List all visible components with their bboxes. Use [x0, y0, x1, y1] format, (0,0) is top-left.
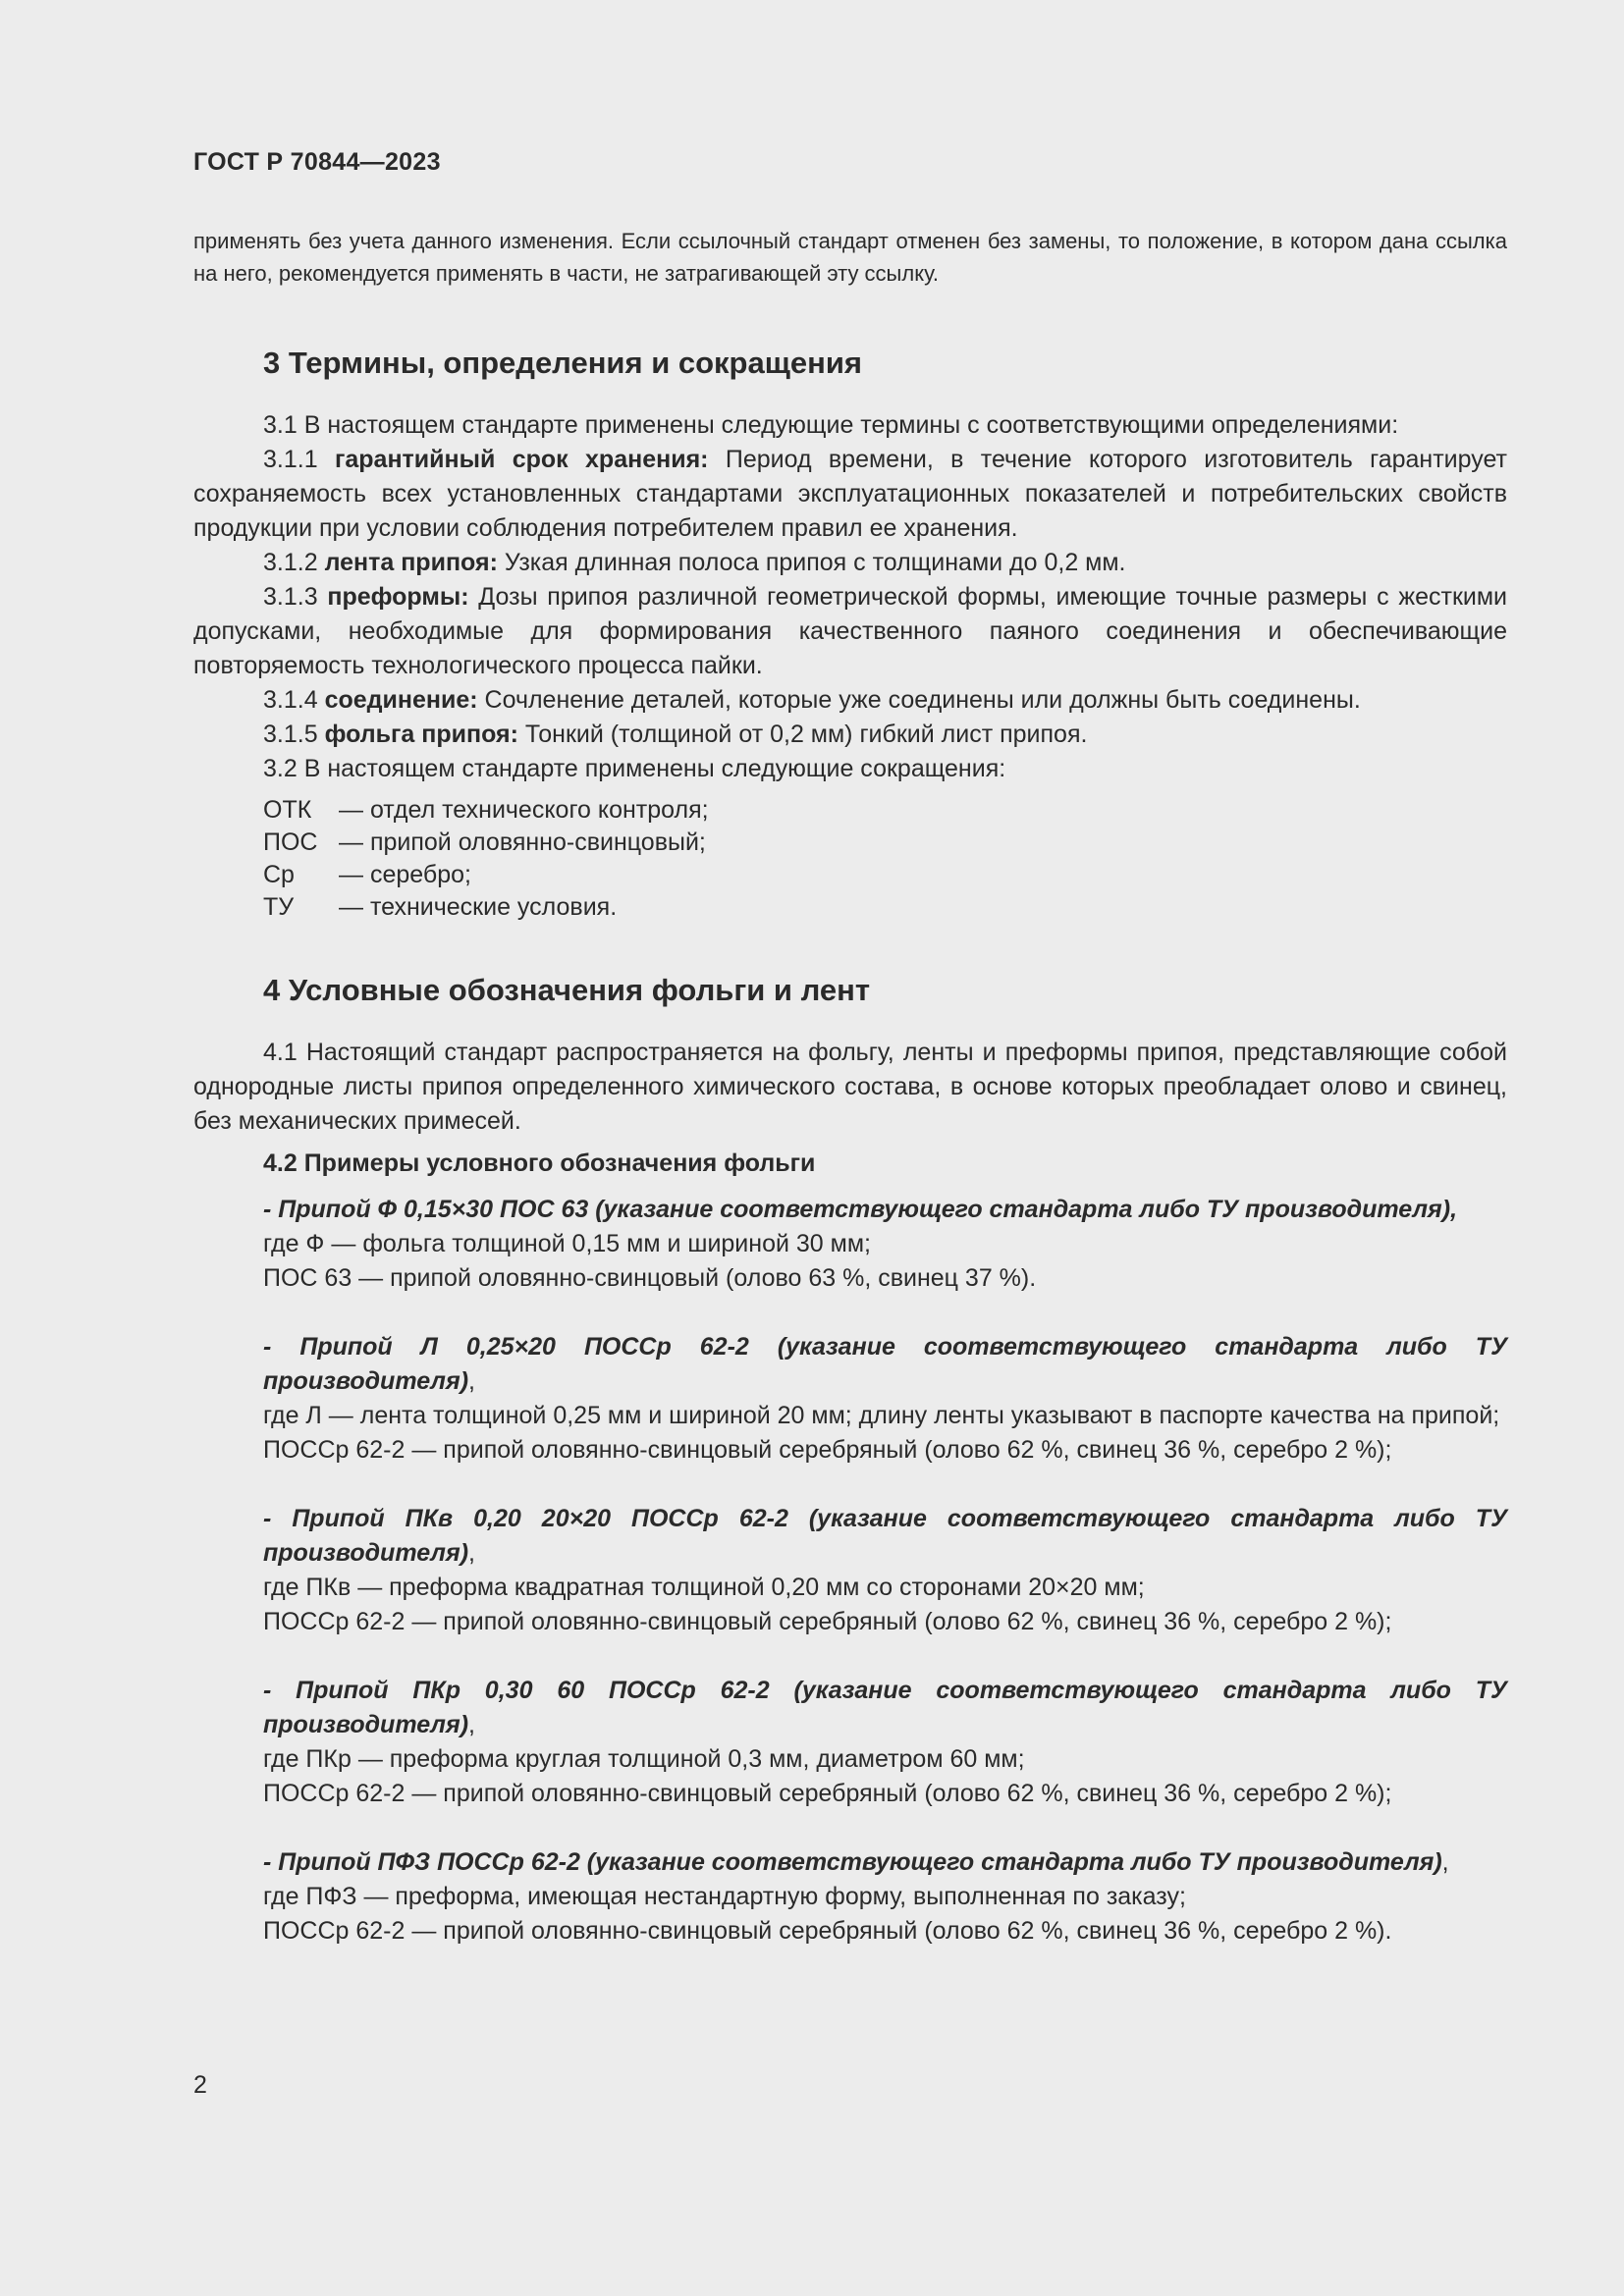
abbreviation: ОТК	[263, 796, 312, 824]
term-3-1-3	[193, 580, 1507, 683]
abbreviation-list	[263, 794, 1507, 924]
term-name: гарантийный срок хранения:	[334, 446, 709, 473]
term-definition: Дозы припоя различной геометрической формы, имеющие точные размеры с жесткими допусками, необходимые для формирования качественного паяного соединения и обеспечивающие повторяемость технологического процесса пайки.	[193, 583, 1507, 679]
abbreviation-meaning: — отдел технического контроля;	[339, 796, 709, 824]
example-title-trail: ,	[468, 1367, 475, 1395]
term-definition: Узкая длинная полоса припоя с толщинами до 0,2 мм.	[497, 549, 1126, 576]
term-3-1-5	[193, 718, 1507, 752]
term-number: 3.1.4	[263, 686, 325, 714]
abbreviation-meaning: — серебро;	[339, 861, 471, 888]
example-line: ПОССр 62-2 — припой оловянно-свинцовый серебряный (олово 62 %, свинец 36 %, серебро 2 %);	[263, 1608, 1392, 1635]
section-3-body	[193, 408, 1507, 924]
term-name: лента припоя:	[324, 549, 498, 576]
example-title	[263, 1845, 1507, 1880]
term-name: преформы:	[327, 583, 469, 611]
example-line: где ПКв — преформа квадратная толщиной 0,20 мм со сторонами 20×20 мм;	[263, 1574, 1145, 1601]
paragraph-3-1: 3.1 В настоящем стандарте применены следующие термины с соответствующими определениями:	[263, 411, 1399, 439]
example-title-text: - Припой ПФЗ ПОССр 62-2 (указание соответствующего стандарта либо ТУ производителя)	[263, 1848, 1442, 1876]
section-4-title: 4 Условные обозначения фольги и лент	[263, 973, 871, 1007]
example-title	[263, 1674, 1507, 1742]
example-title	[263, 1330, 1507, 1399]
example-line: ПОС 63 — припой оловянно-свинцовый (олово 63 %, свинец 37 %).	[263, 1264, 1037, 1292]
example-title	[263, 1502, 1507, 1571]
example-title-trail: ,	[468, 1711, 475, 1738]
example-title	[263, 1193, 1507, 1227]
intro-paragraph: применять без учета данного изменения. Если ссылочный стандарт отменен без замены, то положение, в котором дана ссылка на него, рекомендуется применять в части, не затрагивающей эту ссылку.	[193, 229, 1507, 286]
term-number: 3.1.3	[263, 583, 328, 611]
example-tape	[263, 1330, 1507, 1468]
example-line: ПОССр 62-2 — припой оловянно-свинцовый серебряный (олово 62 %, свинец 36 %, серебро 2 %);	[263, 1780, 1392, 1807]
example-title-trail: ,	[1441, 1848, 1449, 1876]
example-line: где Л — лента толщиной 0,25 мм и шириной 20 мм; длину ленты указывают в паспорте качества на припой;	[263, 1402, 1500, 1429]
paragraph-4-2-heading: 4.2 Примеры условного обозначения фольги	[263, 1149, 816, 1177]
term-name: соединение:	[324, 686, 478, 714]
term-name: фольга припоя:	[324, 721, 518, 748]
example-round-preform	[263, 1674, 1507, 1811]
paragraph-3-2: 3.2 В настоящем стандарте применены следующие сокращения:	[263, 755, 1006, 782]
example-title-trail: ,	[468, 1539, 475, 1567]
example-title-text: - Припой ПКв 0,20 20×20 ПОССр 62-2 (указание соответствующего стандарта либо ТУ производителя)	[263, 1505, 1507, 1567]
section-3-title: 3 Термины, определения и сокращения	[263, 346, 862, 380]
abbreviation-item	[263, 859, 1507, 891]
term-definition: Тонкий (толщиной от 0,2 мм) гибкий лист припоя.	[517, 721, 1088, 748]
term-3-1-1	[193, 443, 1507, 546]
abbreviation-meaning: — технические условия.	[339, 893, 618, 921]
term-number: 3.1.1	[263, 446, 335, 473]
abbreviation-item	[263, 827, 1507, 859]
example-title-text: - Припой Ф 0,15×30 ПОС 63 (указание соответствующего стандарта либо ТУ производителя),	[263, 1196, 1458, 1223]
term-definition: Период времени, в течение которого изготовитель гарантирует сохраняемость всех установленных стандартами эксплуатационных показателей и потребительских свойств продукции при условии соблюдения потребителем правил ее хранения.	[193, 446, 1507, 542]
example-title-text: - Припой ПКр 0,30 60 ПОССр 62-2 (указание соответствующего стандарта либо ТУ производителя)	[263, 1677, 1507, 1738]
abbreviation-item	[263, 891, 1507, 924]
paragraph-4-1: 4.1 Настоящий стандарт распространяется на фольгу, ленты и преформы припоя, представляющие собой однородные листы припоя определенного химического состава, в основе которых преобладает олово и свинец, без механических примесей.	[193, 1039, 1507, 1135]
term-definition: Сочленение деталей, которые уже соединены или должны быть соединены.	[477, 686, 1361, 714]
example-custom-preform	[263, 1845, 1507, 1949]
example-line: где ПКр — преформа круглая толщиной 0,3 мм, диаметром 60 мм;	[263, 1745, 1025, 1773]
abbreviation-meaning: — припой оловянно-свинцовый;	[339, 828, 706, 856]
document-code-header: ГОСТ Р 70844—2023	[193, 148, 441, 176]
example-line: где ПФЗ — преформа, имеющая нестандартную форму, выполненная по заказу;	[263, 1883, 1186, 1910]
term-3-1-2	[193, 546, 1507, 580]
example-foil	[263, 1193, 1507, 1296]
abbreviation: ТУ	[263, 893, 295, 921]
abbreviation-item	[263, 794, 1507, 827]
term-number: 3.1.2	[263, 549, 325, 576]
abbreviation: ПОС	[263, 828, 318, 856]
example-line: ПОССр 62-2 — припой оловянно-свинцовый серебряный (олово 62 %, свинец 36 %, серебро 2 %);	[263, 1436, 1392, 1464]
example-line: ПОССр 62-2 — припой оловянно-свинцовый серебряный (олово 62 %, свинец 36 %, серебро 2 %).	[263, 1917, 1392, 1945]
abbreviation: Ср	[263, 861, 295, 888]
page-number: 2	[193, 2071, 207, 2099]
term-3-1-4	[193, 683, 1507, 718]
example-line: где Ф — фольга толщиной 0,15 мм и шириной 30 мм;	[263, 1230, 871, 1257]
example-title-text: - Припой Л 0,25×20 ПОССр 62-2 (указание соответствующего стандарта либо ТУ производителя)	[263, 1333, 1507, 1395]
term-number: 3.1.5	[263, 721, 325, 748]
example-square-preform	[263, 1502, 1507, 1639]
section-4-body	[193, 1036, 1507, 1949]
